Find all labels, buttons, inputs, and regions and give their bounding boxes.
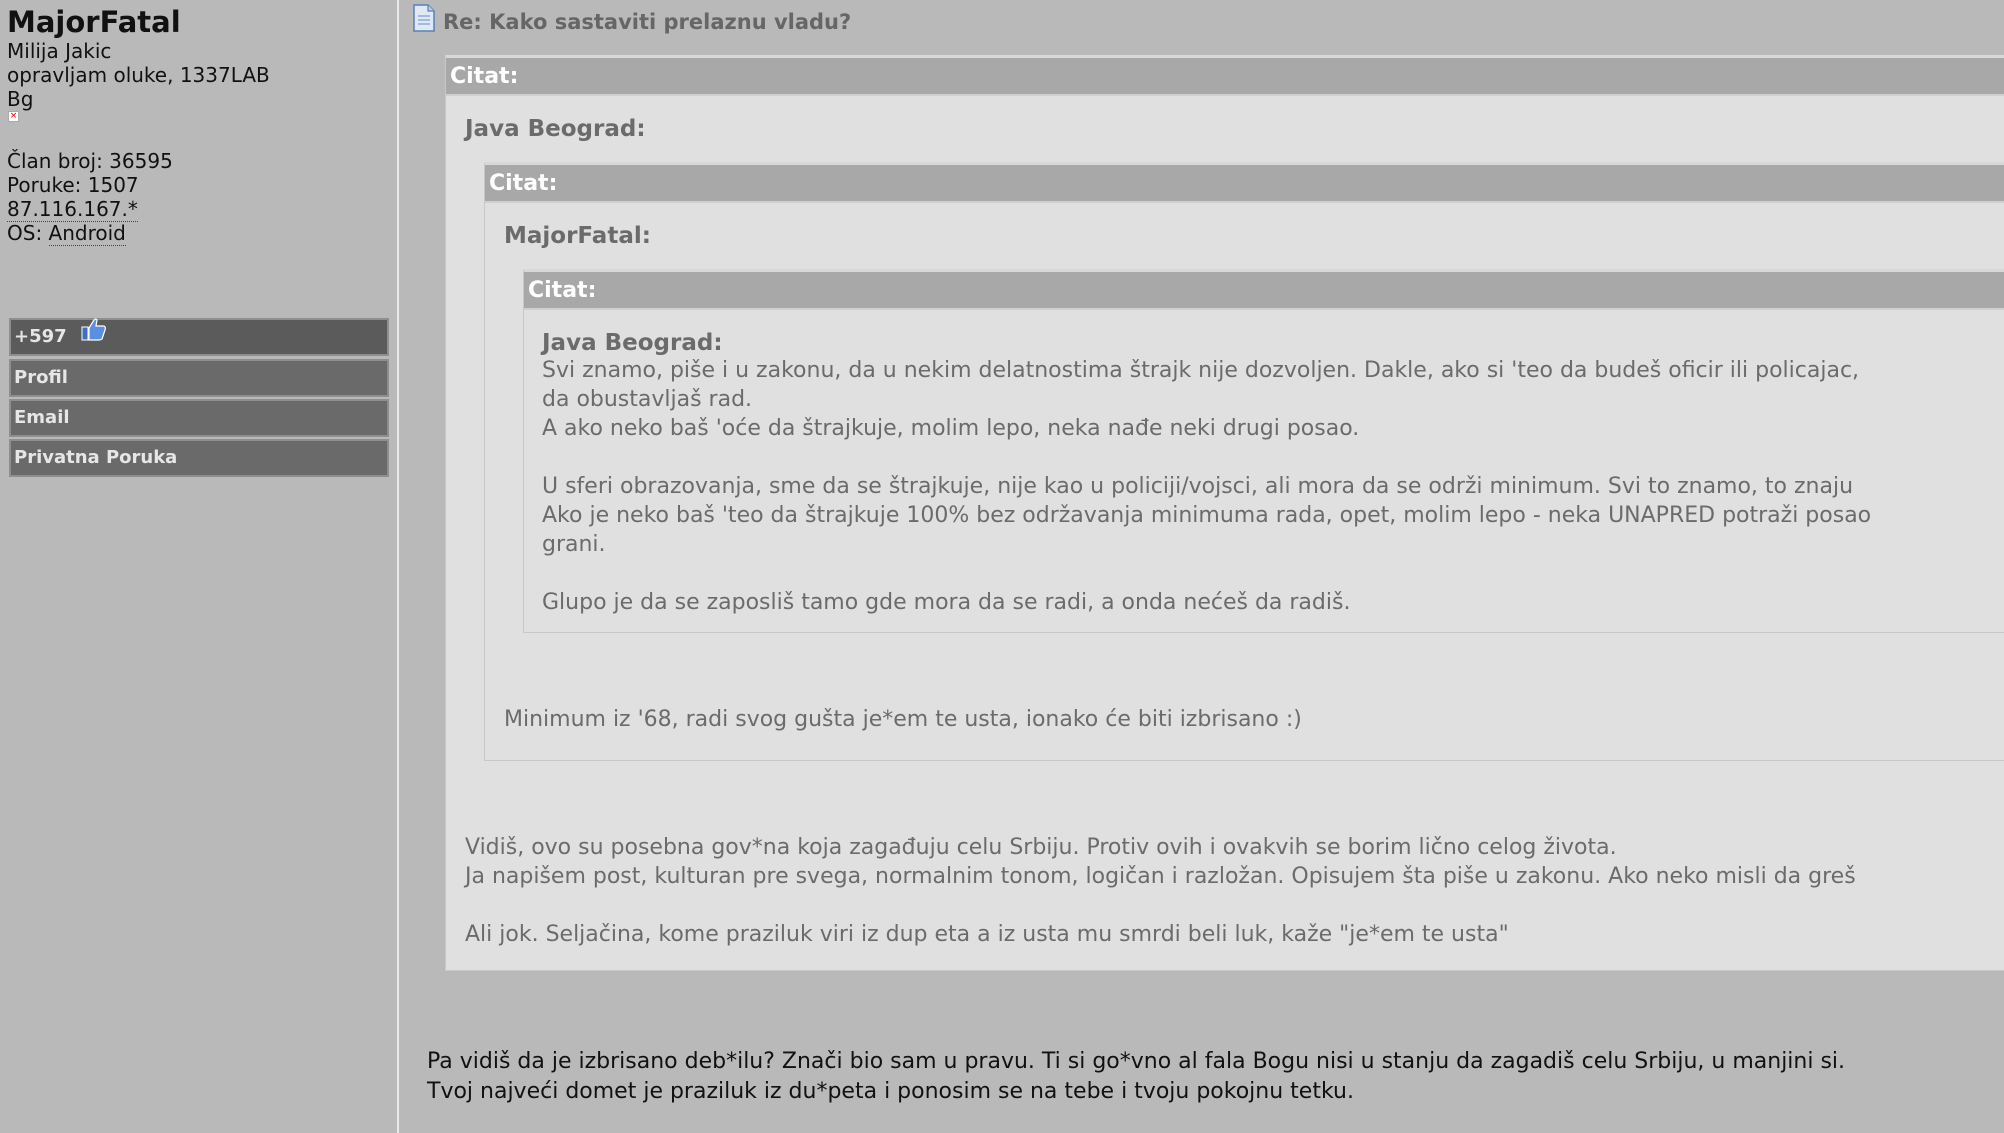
thumbs-up-icon: [81, 317, 107, 353]
os-info: [7, 221, 126, 245]
profile-button[interactable]: Profil: [9, 359, 389, 397]
quote-text: Vidiš, ovo su posebna gov*na koja zagađuju celu Srbiju. Protiv ovih i ovakvih se borim lično celog života. Ja napišem post, kulturan pre svega, normalnim tonom, logičan i razložan. Opisujem šta piše u zakonu. Ako neko misli da greš Ali jok. Seljačina, kome praziluk viri iz dup eta a iz usta mu smrdi beli luk, kaže "je*em te usta": [465, 835, 1856, 947]
broken-image-icon: ×: [9, 111, 18, 121]
private-message-button[interactable]: Privatna Poruka: [9, 439, 389, 477]
rating-button[interactable]: [9, 318, 389, 356]
quote-header: Citat:: [485, 165, 2004, 203]
quote-text: Minimum iz '68, radi svog gušta je*em te usta, ionako će biti izbrisano :): [504, 707, 1302, 732]
rating-value: +597: [14, 326, 67, 347]
quote-block-outer: [445, 55, 2004, 971]
user-occupation: opravljam oluke, 1337LAB: [7, 63, 270, 87]
ip-address: [7, 197, 138, 221]
user-real-name: Milija Jakic: [7, 39, 112, 63]
member-number: Član broj: 36595: [7, 149, 173, 173]
quote-header: Citat:: [524, 272, 2004, 310]
quote-block-inner: [523, 269, 2004, 633]
username[interactable]: MajorFatal: [7, 5, 181, 39]
post-count: Poruke: 1507: [7, 173, 139, 197]
user-location: Bg: [7, 87, 34, 111]
user-panel: [0, 0, 399, 1133]
quote-header: Citat:: [446, 58, 2004, 96]
quote-block-middle: [484, 162, 2004, 761]
email-button[interactable]: Email: [9, 399, 389, 437]
ip-value[interactable]: 87.116.167.*: [7, 197, 138, 221]
document-icon: [413, 4, 435, 36]
os-value[interactable]: Android: [48, 221, 126, 245]
quote-author: MajorFatal:: [504, 223, 651, 249]
post-body: Pa vidiš da je izbrisano deb*ilu? Znači bio sam u pravu. Ti si go*vno al fala Bogu nisi u stanju da zagadiš celu Srbiju, u manjini si. Tvoj najveći domet je praziluk iz du*peta i ponosim se na tebe i tvoju pokojnu tetku.: [427, 1049, 1846, 1104]
quote-author: Java Beograd:: [465, 116, 646, 142]
post-area: [401, 0, 2004, 1133]
quote-text: Svi znamo, piše i u zakonu, da u nekim delatnostima štrajk nije dozvoljen. Dakle, ako si 'teo da budeš oficir ili policajac, da obustavljaš rad. A ako neko baš 'oće da štrajkuje, molim lepo, neka nađe neki drugi posao. U sferi obrazovanja, sme da se štrajkuje, nije kao u policiji/vojsci, ali mora da se održi minimum. Svi to znamo, to znaju Ako je neko baš 'teo da štrajkuje 100% bez održavanja minimuma rada, opet, molim lepo - neka UNAPRED potraži posao grani. Glupo je da se zaposliš tamo gde mora da se radi, a onda nećeš da radiš.: [542, 358, 1872, 615]
post-title: Re: Kako sastaviti prelaznu vladu?: [443, 10, 852, 34]
quote-author: Java Beograd:: [542, 330, 723, 356]
os-label: OS:: [7, 221, 49, 245]
